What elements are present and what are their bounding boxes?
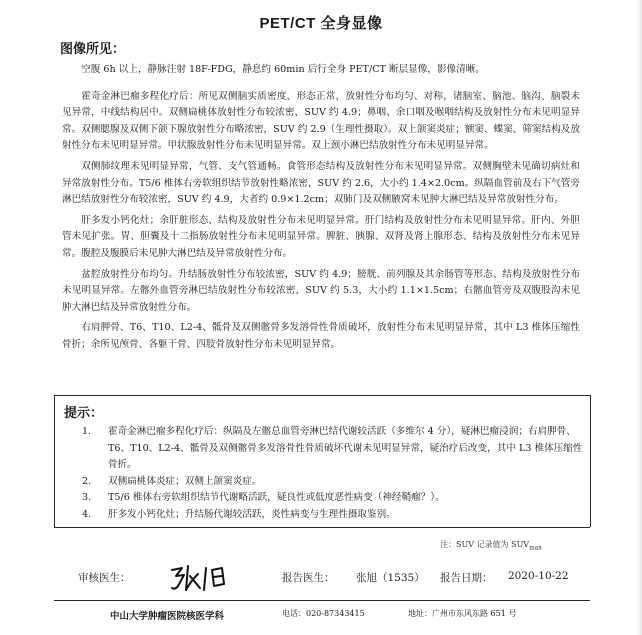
impression-item-text: T5/6 椎体右旁软组织结节代谢略活跃，疑良性或低度恶性病变（神经鞘瘤？）。 xyxy=(108,492,445,504)
reviewer-signature-image xyxy=(168,562,230,594)
findings-paragraph: 霍奇金淋巴瘤多程化疗后：所见双侧脑实质密度、形态正常，放射性分布均匀、对称，诸脑室、脑池、脑沟、脑裂未见异常，中线结构居中。双侧扁桃体放射性分布较浓密，SUV 约 4.9；鼻咽、余口咽及喉咽结构及放射性分布未见明显异常。双侧腮腺及双侧下颌下腺放射性分布略浓密，SUV 约 2.9（生理性摄取）。双上颌窦炎症；额窦、蝶窦、筛窦结构及放射性分布未见明显异常。甲状腺放射性分布未见明显异常。双上颈小淋巴结放射性分布未见明显异常。 xyxy=(62,90,580,152)
impression-item-number: 2. xyxy=(82,475,92,487)
findings-paragraph: 空腹 6h 以上，静脉注射 18F-FDG，静息约 60min 后行全身 PET/CT 断层显像，影像清晰。 xyxy=(81,64,485,75)
impression-item-text: 双侧扁桃体炎症；双侧上颌窦炎症。 xyxy=(108,475,262,487)
impression-item xyxy=(82,474,590,491)
reviewer-label: 审核医生： xyxy=(78,572,131,584)
impression-item-number: 1. xyxy=(82,426,92,437)
impression-box-left-rule xyxy=(54,395,55,527)
impression-item-text: 霍奇金淋巴瘤多程化疗后：纵隔及左髂总血管旁淋巴结代谢较活跃（多维尔 4 分），疑淋巴瘤浸润；右肩胛骨、T6、T10、L2-4、骶骨及双侧髂骨多发溶骨性骨质破坏代谢未见明显异常，疑治疗后改变，其中 L3 椎体压缩性骨折。 xyxy=(108,426,583,471)
impression-item xyxy=(82,507,590,524)
suv-note-text: 注：SUV 记录值为 SUV xyxy=(440,540,530,549)
report-date-label: 报告日期： xyxy=(440,572,493,584)
impression-box-top-rule xyxy=(54,395,590,396)
footer-address: 地址：广州市东风东路 651 号 xyxy=(408,609,517,618)
findings-heading: 图像所见： xyxy=(60,42,126,57)
findings-paragraph: 肝多发小钙化灶；余肝脏形态、结构及放射性分布未见明显异常。肝门结构及放射性分布未见明显异常。肝内、外胆管未见扩张。胃、胆囊及十二指肠放射性分布未见明显异常。脾脏、胰腺、双肾及肾上腺形态、结构及放射性分布未见异常。腹腔及腹膜后未见肿大淋巴结及异常放射性分布。 xyxy=(62,214,580,259)
footer-hospital: 中山大学肿瘤医院核医学科 xyxy=(110,611,225,622)
impression-list xyxy=(82,424,590,524)
footer-rule xyxy=(54,600,590,601)
findings-paragraph: 双侧肺纹理未见明显异常，气管、支气管通畅。食管形态结构及放射性分布未见明显异常。双侧胸壁未见确切病灶和异常放射性分布。T5/6 椎体右旁软组织结节放射性略浓密，SUV 约 2.6，大小约 1.4×2.0cm。纵隔血管前及右下气管旁淋巴结放射性分布较浓密，SUV 约 4.9，大者约 0.9×1.2cm；双肺门及双侧腋窝未见肿大淋巴结及异常放射性分布。 xyxy=(62,160,580,206)
impression-item xyxy=(82,424,590,474)
findings-paragraph: 右肩胛骨、T6、T10、L2-4、骶骨及双侧髂骨多发溶骨性骨质破坏，放射性分布未见明显异常，其中 L3 椎体压缩性骨折；余所见颅骨、各躯干骨、四肢骨放射性分布未见明显异常。 xyxy=(62,322,580,350)
findings-body xyxy=(62,62,580,358)
impression-heading: 提示： xyxy=(64,406,104,421)
impression-item xyxy=(82,490,590,507)
page-edge-shadow xyxy=(636,0,642,635)
suv-note xyxy=(440,539,542,552)
suv-note-subscript: max xyxy=(529,544,542,552)
report-date-value: 2020-10-22 xyxy=(508,570,569,582)
footer-phone: 电话：020-87343415 xyxy=(282,609,365,618)
impression-item-number: 4. xyxy=(82,508,92,520)
impression-box-right-rule xyxy=(590,395,591,527)
impression-item-number: 3. xyxy=(82,492,92,504)
reporter-label: 报告医生： xyxy=(282,572,335,584)
findings-paragraph: 盆腔放射性分布均匀。升结肠放射性分布较浓密，SUV 约 4.9；膀胱、前列腺及其余肠管等形态、结构及放射性分布未见明显异常。左髂外血管旁淋巴结放射性分布较浓密，SUV 约 5.3，大小约 1.1×1.5cm；右髂血管旁及双腹股沟未见肿大淋巴结及异常放射性分布。 xyxy=(62,268,580,313)
impression-box-bottom-rule xyxy=(54,527,590,528)
report-title: PET/CT 全身显像 xyxy=(259,15,383,32)
reporter-name: 张旭（1535） xyxy=(356,572,425,584)
impression-item-text: 肝多发小钙化灶；升结肠代谢较活跃，炎性病变与生理性摄取鉴别。 xyxy=(108,508,396,520)
